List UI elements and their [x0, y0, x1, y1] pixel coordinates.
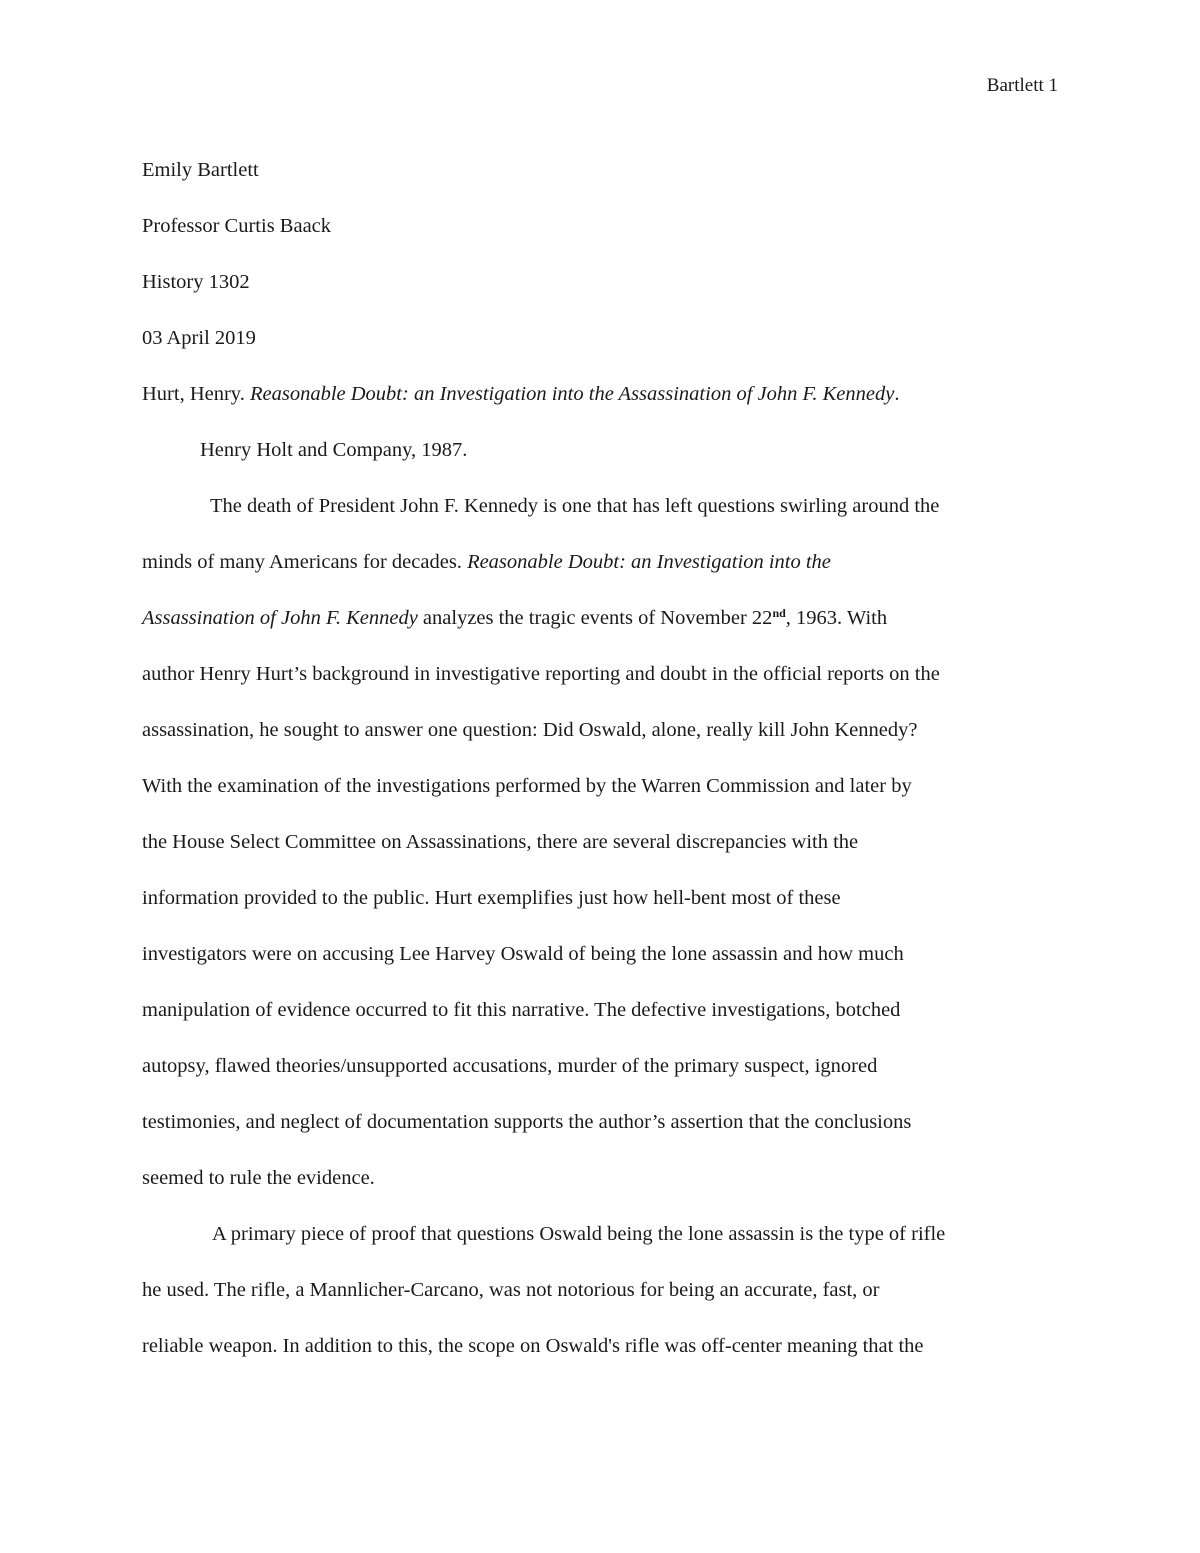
citation-title: Reasonable Doubt: an Investigation into the Assassination of John F. Kennedy	[249, 383, 895, 405]
paragraph-1-line-9: investigators were on accusing Lee Harvey Oswald of being the lone assassin and how much	[142, 943, 904, 965]
paragraph-1-text: , 1963. With	[785, 607, 888, 629]
book-title-italic: Assassination of John F. Kennedy	[142, 607, 418, 629]
paragraph-1-line-11: autopsy, flawed theories/unsupported accusations, murder of the primary suspect, ignored	[142, 1055, 878, 1077]
paragraph-1-text: minds of many Americans for decades.	[142, 551, 468, 573]
ordinal-superscript: nd	[772, 606, 786, 620]
paragraph-1-line-10: manipulation of evidence occurred to fit this narrative. The defective investigations, botched	[142, 999, 901, 1021]
citation-publisher: Henry Holt and Company, 1987.	[200, 439, 468, 461]
paragraph-1-line-1: The death of President John F. Kennedy is one that has left questions swirling around the	[210, 495, 940, 517]
document-body	[142, 142, 1060, 1374]
essay-date: 03 April 2019	[142, 327, 256, 349]
paragraph-1-line-5: assassination, he sought to answer one question: Did Oswald, alone, really kill John Kennedy?	[142, 719, 918, 741]
paragraph-1-line-6: With the examination of the investigations performed by the Warren Commission and later by	[142, 775, 912, 797]
paragraph-1-line-12: testimonies, and neglect of documentation supports the author’s assertion that the conclusions	[142, 1111, 912, 1133]
course-name: History 1302	[142, 271, 250, 293]
paragraph-1-line-2	[142, 534, 1060, 590]
citation-author: Hurt, Henry.	[142, 383, 250, 405]
paragraph-2-line-3: reliable weapon. In addition to this, the scope on Oswald's rifle was off-center meaning that the	[142, 1335, 924, 1357]
citation-line-1	[142, 366, 1060, 422]
paragraph-2-line-2: he used. The rifle, a Mannlicher-Carcano, was not notorious for being an accurate, fast, or	[142, 1279, 880, 1301]
citation-title-end: .	[894, 383, 900, 405]
running-head: Bartlett 1	[986, 75, 1058, 96]
paragraph-1-line-13: seemed to rule the evidence.	[142, 1167, 375, 1189]
paragraph-1-line-3	[142, 590, 1060, 646]
student-name: Emily Bartlett	[142, 159, 259, 181]
paragraph-1-text: analyzes the tragic events of November 22	[417, 607, 773, 629]
paragraph-1-line-7: the House Select Committee on Assassinations, there are several discrepancies with the	[142, 831, 859, 853]
professor-name: Professor Curtis Baack	[142, 215, 332, 237]
book-title-italic: Reasonable Doubt: an Investigation into the	[467, 551, 831, 573]
paragraph-2-line-1: A primary piece of proof that questions Oswald being the lone assassin is the type of rifle	[212, 1223, 946, 1245]
paragraph-1-line-4: author Henry Hurt’s background in investigative reporting and doubt in the official reports on the	[142, 663, 940, 685]
paragraph-1-line-8: information provided to the public. Hurt exemplifies just how hell-bent most of these	[142, 887, 841, 909]
